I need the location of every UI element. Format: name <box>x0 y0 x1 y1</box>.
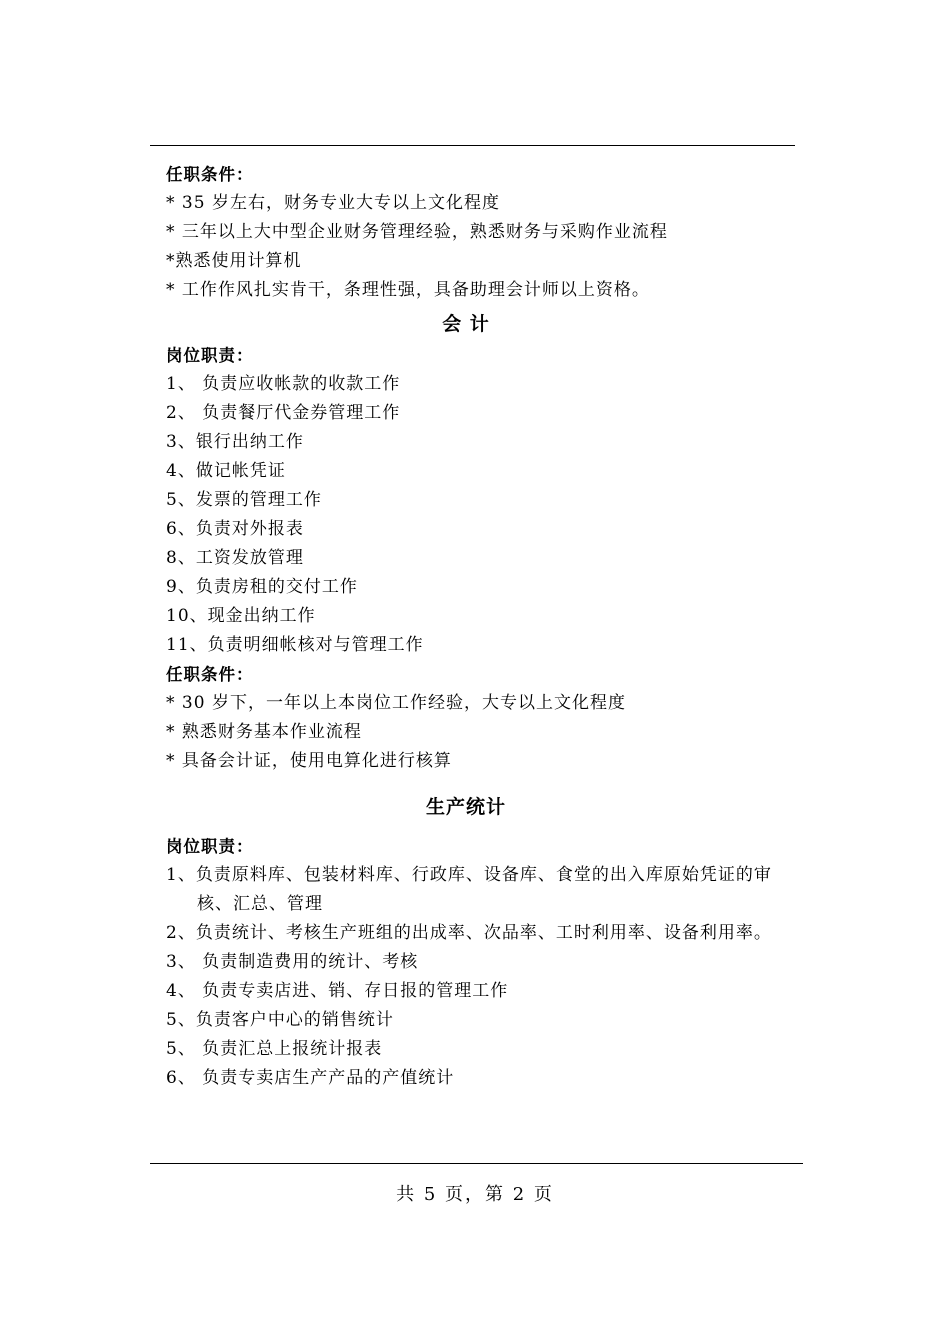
requirements-heading: 任职条件： <box>166 665 254 684</box>
duty-item: 3、银行出纳工作 <box>166 432 304 452</box>
requirement-item: *熟悉使用计算机 <box>166 251 302 271</box>
duty-item: 5、负责客户中心的销售统计 <box>166 1010 394 1030</box>
duty-item: 1、 负责应收帐款的收款工作 <box>166 374 401 394</box>
requirement-item: * 三年以上大中型企业财务管理经验，熟悉财务与采购作业流程 <box>166 222 668 242</box>
duty-item: 2、负责统计、考核生产班组的出成率、次品率、工时利用率、设备利用率。 <box>166 923 772 943</box>
header-rule <box>150 145 795 146</box>
duty-item: 2、 负责餐厅代金券管理工作 <box>166 403 401 423</box>
duty-item: 4、 负责专卖店进、销、存日报的管理工作 <box>166 981 509 1001</box>
duties-heading: 岗位职责： <box>166 837 254 856</box>
duty-item: 6、负责对外报表 <box>166 519 304 539</box>
duty-item: 5、 负责汇总上报统计报表 <box>166 1039 383 1059</box>
requirement-item: * 30 岁下，一年以上本岗位工作经验，大专以上文化程度 <box>166 693 626 713</box>
duty-item: 5、发票的管理工作 <box>166 490 322 510</box>
duty-item: 1、负责原料库、包装材料库、行政库、设备库、食堂的出入库原始凭证的审核、汇总、管理 <box>166 865 772 914</box>
duty-item: 10、现金出纳工作 <box>166 606 316 626</box>
footer-rule <box>150 1163 803 1164</box>
requirement-item: * 具备会计证，使用电算化进行核算 <box>166 751 452 771</box>
requirement-item: * 工作作风扎实肯干，条理性强，具备助理会计师以上资格。 <box>166 280 650 300</box>
duty-item: 11、负责明细帐核对与管理工作 <box>166 635 424 655</box>
duty-item: 9、负责房租的交付工作 <box>166 577 358 597</box>
section-title-accountant: 会 计 <box>442 313 490 335</box>
duty-item: 6、 负责专卖店生产产品的产值统计 <box>166 1068 455 1088</box>
requirement-item: * 熟悉财务基本作业流程 <box>166 722 362 742</box>
duty-item: 4、做记帐凭证 <box>166 461 286 481</box>
requirement-item: * 35 岁左右，财务专业大专以上文化程度 <box>166 193 500 213</box>
page-number: 共 5 页，第 2 页 <box>396 1184 554 1205</box>
duty-item: 8、工资发放管理 <box>166 548 304 568</box>
document-body <box>166 160 796 1093</box>
section-title-production-statistics: 生产统计 <box>425 796 506 818</box>
duties-heading: 岗位职责： <box>166 346 254 365</box>
duty-item: 3、 负责制造费用的统计、考核 <box>166 952 419 972</box>
requirements-heading: 任职条件： <box>166 165 254 184</box>
